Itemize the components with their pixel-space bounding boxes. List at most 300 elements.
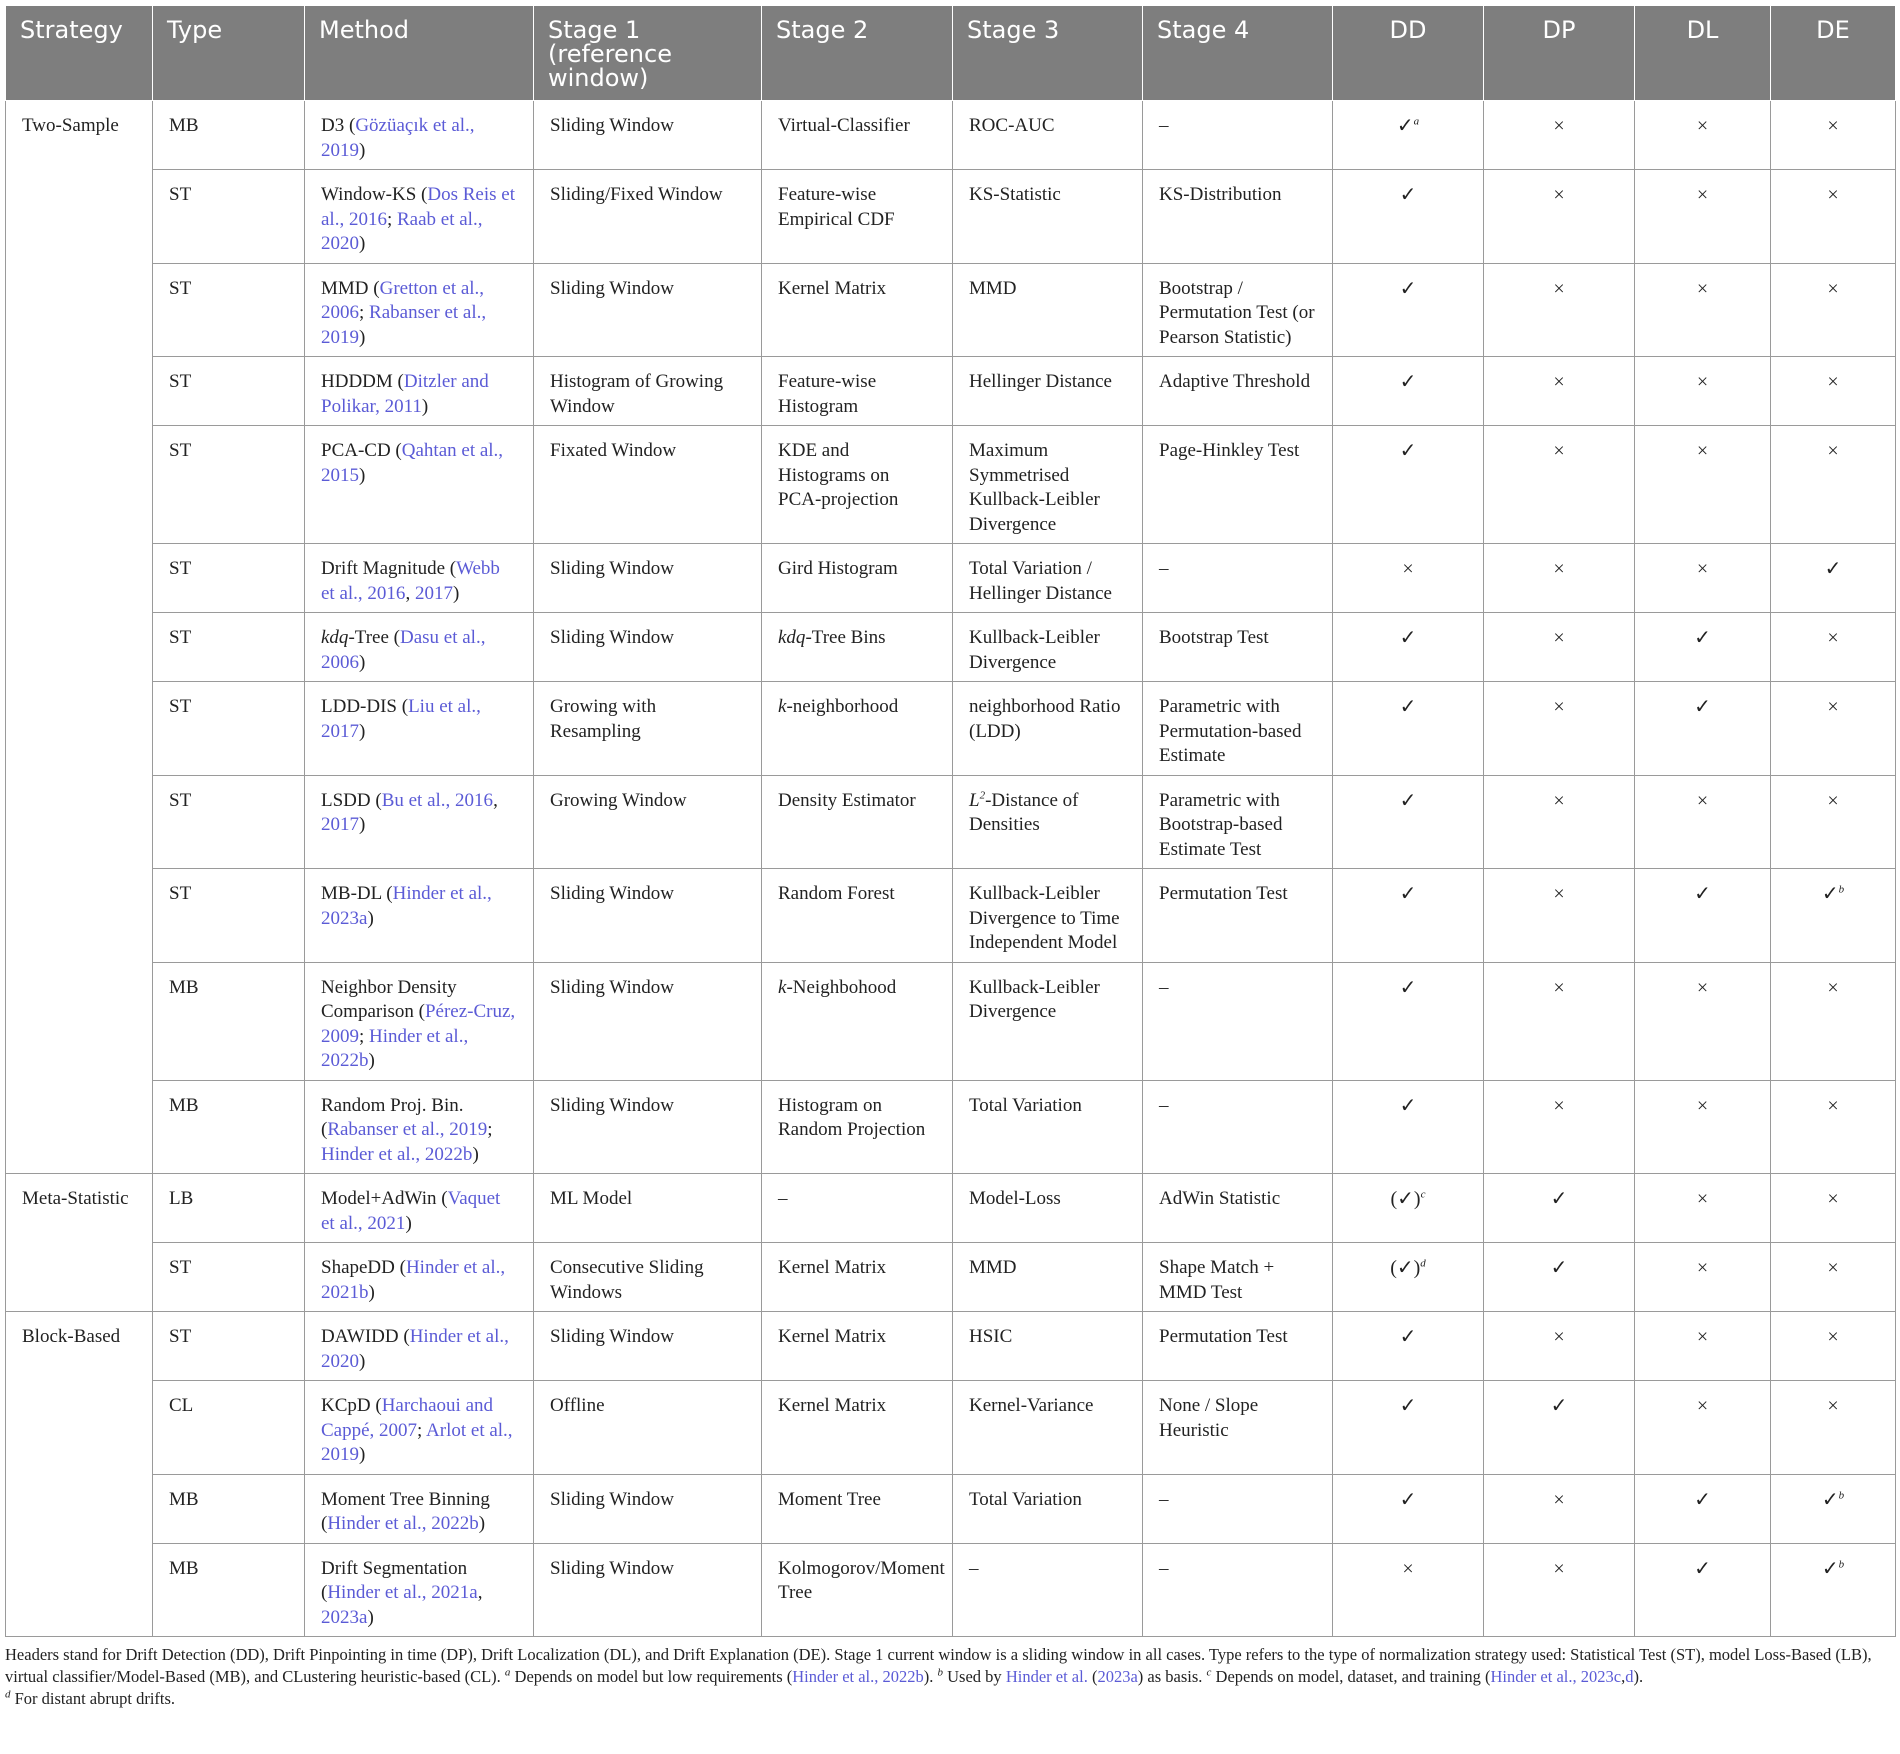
method-cell (305, 869, 534, 963)
text-fragment: -neighborhood (786, 696, 899, 717)
check-mark: ✓ (1399, 277, 1417, 300)
stage4-cell: – (1143, 101, 1333, 170)
check-mark: ✓ (1694, 1557, 1711, 1580)
dp-cell (1484, 101, 1635, 170)
cross-mark: × (1827, 1094, 1839, 1117)
text-fragment: ) (367, 1606, 374, 1628)
stage3-cell: HSIC (953, 1312, 1143, 1381)
citation-link[interactable]: Hinder et al., 2022b (321, 1025, 469, 1071)
dl-cell (1635, 869, 1771, 963)
header-method: Method (305, 6, 534, 101)
table-row (6, 613, 1896, 682)
header-row (6, 6, 1896, 101)
header-dd: DD (1333, 6, 1484, 101)
dd-cell (1333, 263, 1484, 357)
dd-cell (1333, 1174, 1484, 1243)
check-mark: ✓ (1399, 976, 1417, 999)
dl-cell (1635, 1543, 1771, 1637)
text-fragment: ShapeDD ( (321, 1257, 406, 1278)
cross-mark: × (1696, 976, 1709, 999)
stage4-cell: AdWin Statistic (1143, 1174, 1333, 1243)
dl-cell (1635, 1174, 1771, 1243)
text-fragment: ; (417, 1419, 427, 1441)
type-cell: ST (153, 544, 305, 613)
stage3-cell: MMD (953, 1243, 1143, 1312)
dd-cell (1333, 544, 1484, 613)
cross-mark: × (1827, 1326, 1839, 1348)
superscript: d (5, 1688, 11, 1701)
method-cell (305, 1474, 534, 1543)
header-de: DE (1771, 6, 1896, 101)
stage3-cell: neighborhood Ratio (LDD) (953, 682, 1143, 776)
strategy-cell: Meta-Statistic (6, 1174, 153, 1312)
dp-cell (1484, 869, 1635, 963)
de-cell (1771, 357, 1896, 426)
stage1-cell: Growing Window (534, 775, 762, 869)
cross-mark: × (1827, 1257, 1839, 1279)
stage1-cell: Sliding Window (534, 869, 762, 963)
citation-link[interactable]: Pérez-Cruz, 2009 (321, 1001, 516, 1047)
check-mark: ✓ (1550, 1188, 1568, 1210)
table-row (6, 1381, 1896, 1475)
stage2-cell: Histogram on Random Projection (762, 1080, 953, 1174)
citation-link[interactable]: Hinder et al., 2022b (792, 1667, 924, 1686)
superscript: c (1206, 1666, 1212, 1679)
stage2-cell: Virtual-Classifier (762, 101, 953, 170)
check-mark: ✓ (1399, 627, 1417, 649)
check-mark: ✓ (1550, 1257, 1568, 1279)
method-cell (305, 1543, 534, 1637)
stage3-cell: Kullback-Leibler Divergence (953, 962, 1143, 1080)
type-cell: ST (153, 357, 305, 426)
check-mark: ✓ (1399, 696, 1417, 718)
stage1-cell: Consecutive Sliding Windows (534, 1243, 762, 1312)
header-type: Type (153, 6, 305, 101)
stage3-cell (953, 775, 1143, 869)
comparison-table (5, 5, 1896, 1637)
stage2-cell: Gird Histogram (762, 544, 953, 613)
stage1-cell: Histogram of Growing Window (534, 357, 762, 426)
text-fragment: ) (452, 582, 460, 604)
text-fragment: Depends on model, dataset, and training ( (1211, 1667, 1491, 1686)
stage3-cell: – (953, 1543, 1143, 1637)
de-cell (1771, 1243, 1896, 1312)
cross-mark: × (1402, 558, 1414, 580)
stage1-cell: Sliding Window (534, 962, 762, 1080)
text-fragment: -Tree Bins (805, 627, 886, 648)
citation-link[interactable]: Hinder et al., 2023a (321, 883, 492, 929)
text-fragment: ; (386, 208, 397, 230)
check-mark: ✓ (1399, 1326, 1417, 1348)
table-body (6, 101, 1896, 1637)
text-fragment: For distant abrupt drifts. (10, 1689, 176, 1708)
text-fragment: Headers stand for Drift Detection (DD), Drift Pinpointing in time (DP), Drift Localization (DL), and Drift Explanation (DE). Stage 1 current window is a sliding window in all cases. Type refers to the type of normalization strategy used: Statistical Test (ST), model Loss-Based (LB), virtual classifier/Model-Based (MB), and CLustering heuristic-based (CL). (5, 1645, 1872, 1686)
table-row (6, 101, 1896, 170)
citation-link[interactable]: Harchaoui and Cappé, 2007 (321, 1395, 494, 1441)
stage2-cell: Kernel Matrix (762, 1243, 953, 1312)
type-cell: ST (153, 170, 305, 264)
cross-mark: × (1827, 696, 1839, 718)
check-mark: ✓ (1399, 184, 1417, 206)
superscript: 2 (979, 789, 986, 802)
text-fragment: -Neighbohood (786, 976, 897, 998)
type-cell: ST (153, 1243, 305, 1312)
cross-mark: × (1827, 440, 1839, 462)
citation-link[interactable]: Ditzler and Polikar, 2011 (321, 371, 489, 417)
cross-mark: × (1553, 558, 1565, 580)
text-fragment: , (493, 789, 498, 811)
text-fragment: LSDD ( (321, 789, 382, 811)
dd-cell (1333, 1543, 1484, 1637)
de-cell (1771, 1312, 1896, 1381)
check-mark: ✓ (1399, 371, 1417, 393)
citation-link[interactable]: Raab et al., 2020 (321, 208, 483, 254)
dl-cell (1635, 170, 1771, 264)
de-cell (1771, 263, 1896, 357)
dl-cell (1635, 775, 1771, 869)
stage1-cell: Offline (534, 1381, 762, 1475)
dl-cell (1635, 613, 1771, 682)
text-fragment: DAWIDD ( (321, 1326, 410, 1347)
dp-cell (1484, 775, 1635, 869)
stage2-cell: Feature-wise Empirical CDF (762, 170, 953, 264)
dd-cell (1333, 869, 1484, 963)
strategy-cell: Block-Based (6, 1312, 153, 1637)
stage4-cell: Parametric with Permutation-based Estimate (1143, 682, 1333, 776)
citation-link[interactable]: Dasu et al., 2006 (321, 627, 486, 673)
text-fragment: ) (359, 651, 366, 673)
stage2-cell: Moment Tree (762, 1474, 953, 1543)
de-cell (1771, 170, 1896, 264)
header-stage4: Stage 4 (1143, 6, 1333, 101)
cross-mark: × (1553, 1326, 1565, 1348)
method-cell (305, 775, 534, 869)
stage2-cell: – (762, 1174, 953, 1243)
footnote-marker: b (1838, 1489, 1845, 1502)
dl-cell (1635, 682, 1771, 776)
cross-mark: × (1696, 1094, 1709, 1117)
citation-link[interactable]: Gözüaçık et al., 2019 (321, 115, 475, 161)
table-row (6, 170, 1896, 264)
stage4-cell: Page-Hinkley Test (1143, 426, 1333, 544)
header-strategy: Strategy (6, 6, 153, 101)
header-stage2: Stage 2 (762, 6, 953, 101)
text-fragment: ) (359, 1444, 366, 1465)
cross-mark: × (1553, 371, 1565, 393)
text-fragment: ). (1633, 1667, 1644, 1686)
citation-link[interactable]: Hinder et al., 2020 (321, 1326, 509, 1372)
de-cell (1771, 1080, 1896, 1174)
de-cell (1771, 682, 1896, 776)
stage4-cell: KS-Distribution (1143, 170, 1333, 264)
text-fragment: -Tree ( (348, 627, 400, 648)
text-fragment: LDD-DIS ( (321, 696, 409, 717)
text-fragment: ) (359, 814, 366, 835)
stage4-cell: – (1143, 1080, 1333, 1174)
text-fragment: ; (359, 1025, 370, 1047)
stage1-cell: Sliding Window (534, 1474, 762, 1543)
citation-link[interactable]: 2023a (321, 1606, 368, 1628)
stage1-cell: Sliding Window (534, 1080, 762, 1174)
citation-link[interactable]: Rabanser et al., 2019 (321, 302, 487, 348)
method-cell (305, 1174, 534, 1243)
dp-cell (1484, 544, 1635, 613)
stage2-cell: Density Estimator (762, 775, 953, 869)
check-mark: ✓ (1694, 696, 1711, 718)
type-cell: MB (153, 1474, 305, 1543)
stage3-cell: Kullback-Leibler Divergence (953, 613, 1143, 682)
table-row (6, 263, 1896, 357)
table-row (6, 357, 1896, 426)
text-fragment: Used by (943, 1667, 1006, 1686)
table-row (6, 426, 1896, 544)
type-cell: ST (153, 869, 305, 963)
citation-link[interactable]: Vaquet et al., 2021 (321, 1188, 501, 1234)
dp-cell (1484, 1080, 1635, 1174)
type-cell: MB (153, 1543, 305, 1637)
check-mark: (✓) (1390, 1188, 1421, 1210)
stage2-cell: Kernel Matrix (762, 263, 953, 357)
dp-cell (1484, 357, 1635, 426)
cross-mark: × (1553, 976, 1565, 999)
citation-link[interactable]: Hinder et al. (1005, 1667, 1088, 1686)
dp-cell (1484, 1474, 1635, 1543)
text-fragment: ) (367, 907, 374, 929)
check-mark: ✓ (1399, 1395, 1417, 1417)
type-cell: MB (153, 962, 305, 1080)
stage3-cell: Total Variation (953, 1474, 1143, 1543)
dp-cell (1484, 1381, 1635, 1475)
stage2-cell (762, 962, 953, 1080)
strategy-cell: Two-Sample (6, 101, 153, 1174)
cross-mark: × (1696, 371, 1709, 393)
text-fragment: ( (1087, 1667, 1098, 1686)
dd-cell (1333, 613, 1484, 682)
de-cell (1771, 1474, 1896, 1543)
de-cell (1771, 1381, 1896, 1475)
stage3-cell: ROC-AUC (953, 101, 1143, 170)
table-row (6, 1080, 1896, 1174)
dd-cell (1333, 357, 1484, 426)
type-cell: LB (153, 1174, 305, 1243)
stage1-cell: Sliding Window (534, 263, 762, 357)
cross-mark: × (1696, 277, 1709, 300)
italic-text: kdq (321, 627, 349, 648)
citation-link[interactable]: Rabanser et al., 2019 (327, 1119, 488, 1140)
text-fragment: MMD ( (321, 277, 380, 299)
superscript: a (504, 1666, 511, 1679)
cross-mark: × (1553, 627, 1565, 649)
cross-mark: × (1827, 976, 1839, 999)
table-row (6, 962, 1896, 1080)
stage1-cell: Fixated Window (534, 426, 762, 544)
type-cell: ST (153, 1312, 305, 1381)
method-cell (305, 962, 534, 1080)
cross-mark: × (1696, 1395, 1709, 1417)
citation-link[interactable]: Hinder et al., 2021a (327, 1582, 478, 1603)
text-fragment: ) (359, 464, 366, 486)
citation-link[interactable]: Bu et al., 2016 (381, 789, 494, 811)
stage4-cell: Bootstrap / Permutation Test (or Pearson Statistic) (1143, 263, 1333, 357)
table-row (6, 682, 1896, 776)
text-fragment: ) (359, 1350, 366, 1372)
table-row (6, 1474, 1896, 1543)
check-mark: ✓ (1694, 883, 1711, 905)
stage3-cell: Hellinger Distance (953, 357, 1143, 426)
stage1-cell: Sliding Window (534, 101, 762, 170)
table-footnote (5, 1644, 1895, 1710)
de-cell (1771, 101, 1896, 170)
footnote-marker: a (1413, 115, 1420, 128)
header-dl: DL (1635, 6, 1771, 101)
stage2-cell (762, 682, 953, 776)
header-stage1: Stage 1 (reference window) (534, 6, 762, 101)
check-mark: ✓ (1550, 1395, 1568, 1417)
text-fragment: KCpD ( (321, 1395, 382, 1416)
cross-mark: × (1827, 1188, 1839, 1210)
dp-cell (1484, 426, 1635, 544)
text-fragment: ) (359, 326, 366, 348)
cross-mark: × (1827, 277, 1839, 300)
text-fragment: Neighbor Density Comparison ( (321, 976, 457, 1022)
check-mark: ✓ (1821, 1488, 1839, 1511)
check-mark: ✓ (1399, 1094, 1417, 1117)
method-cell (305, 1080, 534, 1174)
cross-mark: × (1553, 440, 1565, 462)
stage2-cell: Kernel Matrix (762, 1312, 953, 1381)
table-container (5, 5, 1895, 1710)
header-stage3: Stage 3 (953, 6, 1143, 101)
dd-cell (1333, 170, 1484, 264)
cross-mark: × (1553, 184, 1565, 206)
dp-cell (1484, 1312, 1635, 1381)
text-fragment: ) (421, 395, 429, 417)
citation-link[interactable]: d (1625, 1667, 1634, 1686)
method-cell (305, 1381, 534, 1475)
dd-cell (1333, 1080, 1484, 1174)
table-row (6, 775, 1896, 869)
text-fragment: , (1621, 1667, 1626, 1686)
de-cell (1771, 775, 1896, 869)
dp-cell (1484, 170, 1635, 264)
stage4-cell: Bootstrap Test (1143, 613, 1333, 682)
type-cell: ST (153, 263, 305, 357)
cross-mark: × (1696, 1257, 1709, 1279)
de-cell (1771, 962, 1896, 1080)
dd-cell (1333, 682, 1484, 776)
citation-link[interactable]: Liu et al., 2017 (321, 696, 481, 742)
type-cell: CL (153, 1381, 305, 1475)
citation-link[interactable]: Gretton et al., 2006 (321, 277, 485, 323)
de-cell (1771, 426, 1896, 544)
stage4-cell: – (1143, 1543, 1333, 1637)
stage4-cell: None / Slope Heuristic (1143, 1381, 1333, 1475)
type-cell: MB (153, 101, 305, 170)
stage2-cell (762, 613, 953, 682)
dl-cell (1635, 426, 1771, 544)
stage1-cell: Sliding/Fixed Window (534, 170, 762, 264)
dd-cell (1333, 426, 1484, 544)
dd-cell (1333, 1312, 1484, 1381)
citation-link[interactable]: 2017 (321, 814, 359, 835)
citation-link[interactable]: Hinder et al., 2023c (1490, 1667, 1622, 1686)
dp-cell (1484, 1174, 1635, 1243)
text-fragment: Drift Magnitude ( (321, 558, 457, 579)
stage1-cell: Sliding Window (534, 1312, 762, 1381)
check-mark: ✓ (1821, 1557, 1839, 1580)
stage4-cell: Shape Match + MMD Test (1143, 1243, 1333, 1312)
dl-cell (1635, 101, 1771, 170)
text-fragment: ) (405, 1212, 412, 1234)
text-fragment: , (405, 582, 415, 604)
check-mark: ✓ (1821, 883, 1839, 905)
stage4-cell: Permutation Test (1143, 869, 1333, 963)
cross-mark: × (1402, 1557, 1414, 1580)
cross-mark: × (1696, 1188, 1709, 1210)
cross-mark: × (1553, 883, 1565, 905)
de-cell (1771, 1174, 1896, 1243)
de-cell (1771, 613, 1896, 682)
citation-link[interactable]: Arlot et al., 2019 (321, 1419, 513, 1465)
citation-link[interactable]: 2017 (414, 582, 453, 604)
table-row (6, 1243, 1896, 1312)
cross-mark: × (1553, 1094, 1565, 1117)
citation-link[interactable]: 2023a (1097, 1667, 1138, 1686)
method-cell (305, 682, 534, 776)
citation-link[interactable]: Qahtan et al., 2015 (321, 440, 504, 486)
check-mark: ✓ (1399, 1488, 1417, 1511)
dl-cell (1635, 1381, 1771, 1475)
citation-link[interactable]: Hinder et al., 2022b (321, 1143, 473, 1165)
footnote-marker: b (1838, 883, 1845, 896)
dp-cell (1484, 682, 1635, 776)
cross-mark: × (1553, 277, 1565, 300)
method-cell (305, 101, 534, 170)
text-fragment: PCA-CD ( (321, 440, 402, 461)
cross-mark: × (1553, 696, 1565, 718)
dl-cell (1635, 544, 1771, 613)
type-cell: ST (153, 613, 305, 682)
method-cell (305, 613, 534, 682)
dl-cell (1635, 357, 1771, 426)
dl-cell (1635, 263, 1771, 357)
cross-mark: × (1827, 1395, 1839, 1417)
italic-text: k (778, 976, 787, 998)
method-cell (305, 1312, 534, 1381)
text-fragment: ) (478, 1513, 486, 1534)
check-mark: ✓ (1694, 627, 1711, 649)
stage1-cell: Sliding Window (534, 613, 762, 682)
stage2-cell: Feature-wise Histogram (762, 357, 953, 426)
dd-cell (1333, 962, 1484, 1080)
cross-mark: × (1696, 440, 1709, 462)
citation-link[interactable]: Hinder et al., 2022b (327, 1513, 479, 1534)
dl-cell (1635, 1243, 1771, 1312)
stage4-cell: Adaptive Threshold (1143, 357, 1333, 426)
method-cell (305, 544, 534, 613)
dp-cell (1484, 962, 1635, 1080)
cross-mark: × (1696, 1326, 1709, 1348)
citation-link[interactable]: Webb et al., 2016 (321, 558, 500, 604)
table-row (6, 1174, 1896, 1243)
stage4-cell: – (1143, 1474, 1333, 1543)
citation-link[interactable]: Dos Reis et al., 2016 (321, 184, 515, 230)
stage2-cell: Random Forest (762, 869, 953, 963)
stage3-cell: Total Variation / Hellinger Distance (953, 544, 1143, 613)
text-fragment: ; (359, 302, 370, 323)
check-mark: ✓ (1399, 440, 1417, 462)
citation-link[interactable]: Hinder et al., 2021b (321, 1257, 506, 1303)
